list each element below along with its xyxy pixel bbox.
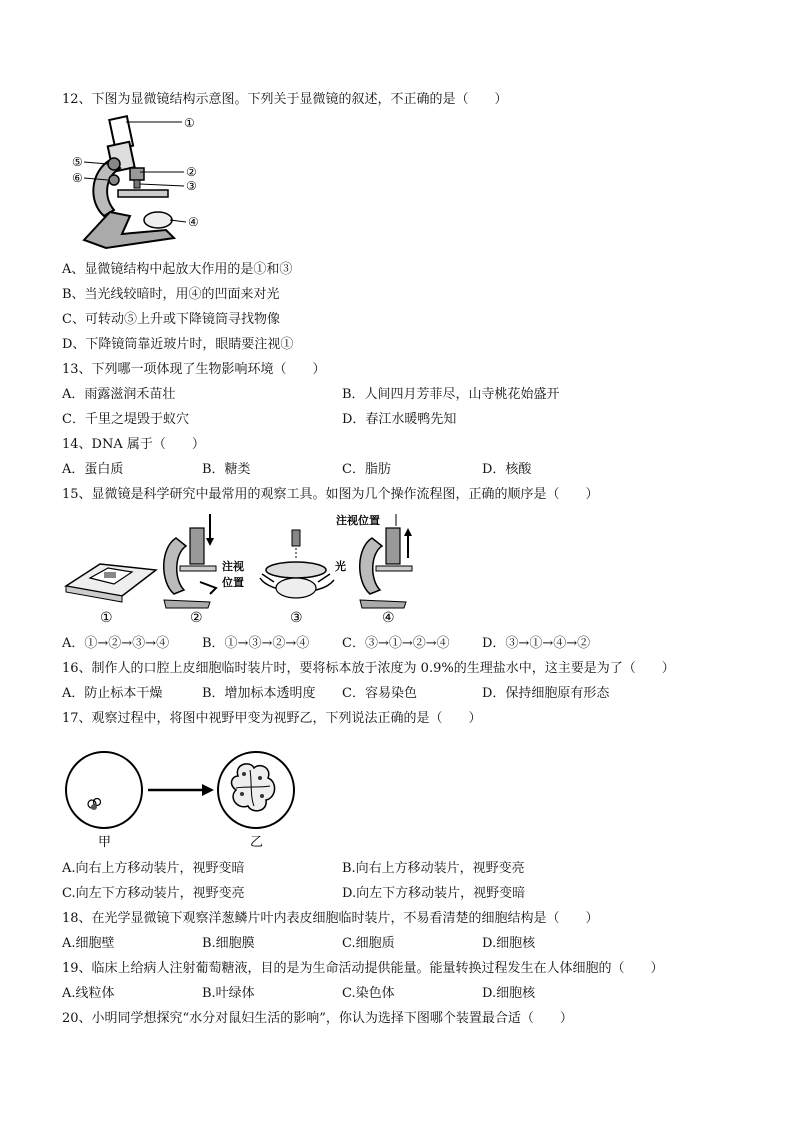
arrow-head — [202, 784, 214, 796]
q15-fig-label-3: ③ — [290, 610, 303, 626]
q12-option-b: B、当光线较暗时，用④的凹面来对光 — [62, 287, 280, 302]
q18-stem: 18、在光学显微镜下观察洋葱鳞片叶内表皮细胞临时装片，不易看清楚的细胞结构是（ ） — [62, 911, 599, 926]
q15-annot-watch-pos: 注视位置 — [336, 514, 380, 527]
q19-option-c: C.染色体 — [342, 986, 395, 1001]
q14-option-c: C．脂肪 — [342, 462, 391, 477]
view-a-circle — [66, 752, 142, 828]
q14-stem: 14、DNA 属于（ ） — [62, 437, 205, 452]
q16-option-b: B．增加标本透明度 — [202, 686, 316, 701]
q12-label-1: ① — [184, 116, 195, 130]
q13-option-c: C．千里之堤毁于蚁穴 — [62, 412, 189, 427]
q15-annot-watch: 注视 — [222, 560, 244, 573]
q15-stem: 15、显微镜是科学研究中最常用的观察工具。如图为几个操作流程图，正确的顺序是（ ） — [62, 487, 599, 502]
q13-option-d: D．春江水暖鸭先知 — [342, 412, 457, 427]
microscope-figure — [70, 112, 210, 252]
q17-option-c: C.向左下方移动装片，视野变亮 — [62, 886, 245, 901]
q12-label-5: ⑤ — [72, 155, 83, 169]
q17-option-d: D.向左下方移动装片，视野变暗 — [342, 886, 526, 901]
q17-fig-label-a: 甲 — [98, 835, 112, 850]
q18-option-d: D.细胞核 — [482, 936, 536, 951]
q12-label-2: ② — [186, 165, 197, 179]
q19-option-d: D.细胞核 — [482, 986, 536, 1001]
q12-label-4: ④ — [188, 215, 199, 229]
q14-option-b: B．糖类 — [202, 462, 251, 477]
q20-stem: 20、小明同学想探究“水分对鼠妇生活的影响”，你认为选择下图哪个装置最合适（ ） — [62, 1011, 573, 1026]
q13-option-b: B．人间四月芳菲尽，山寺桃花始盛开 — [342, 387, 560, 402]
q19-option-a: A.线粒体 — [62, 986, 115, 1001]
q14-option-a: A．蛋白质 — [62, 462, 124, 477]
q12-option-a: A、显微镜结构中起放大作用的是①和③ — [62, 262, 293, 277]
q17-stem: 17、观察过程中，将图中视野甲变为视野乙，下列说法正确的是（ ） — [62, 711, 482, 726]
q15-fig-label-1: ① — [100, 610, 113, 626]
q16-stem: 16、制作人的口腔上皮细胞临时装片时，要将标本放于浓度为 0.9%的生理盐水中，这主要是为了（ ） — [62, 661, 675, 676]
q16-option-c: C．容易染色 — [342, 686, 417, 701]
q14-option-d: D．核酸 — [482, 462, 532, 477]
q15-option-d: D．③→①→④→② — [482, 636, 591, 651]
step4-microscope-icon — [360, 514, 412, 608]
step1-slide-icon — [66, 564, 156, 602]
q17-fig-label-b: 乙 — [250, 835, 264, 850]
q13-option-a: A．雨露滋润禾苗壮 — [62, 387, 176, 402]
q18-option-b: B.细胞膜 — [202, 936, 255, 951]
q13-stem: 13、下列哪一项体现了生物影响环境（ ） — [62, 362, 326, 377]
q12-label-3: ③ — [186, 179, 197, 193]
q12-option-c: C、可转动⑤上升或下降镜筒寻找物像 — [62, 312, 280, 327]
q16-option-d: D．保持细胞原有形态 — [482, 686, 610, 701]
q15-fig-label-2: ② — [190, 610, 203, 626]
q17-option-a: A.向右上方移动装片，视野变暗 — [62, 861, 245, 876]
q19-option-b: B.叶绿体 — [202, 986, 255, 1001]
step2-microscope-icon — [164, 514, 216, 608]
field-of-view-figure — [64, 742, 304, 850]
q17-option-b: B.向右上方移动装片，视野变亮 — [342, 861, 525, 876]
q15-option-a: A．①→②→③→④ — [62, 636, 170, 651]
q15-option-c: C．③→①→②→④ — [342, 636, 450, 651]
q12-label-6: ⑥ — [72, 171, 83, 185]
q15-option-b: B．①→③→②→④ — [202, 636, 310, 651]
q18-option-c: C.细胞质 — [342, 936, 395, 951]
q19-stem: 19、临床上给病人注射葡萄糖液，目的是为生命活动提供能量。能量转换过程发生在人体细胞的（ ） — [62, 961, 664, 976]
q12-stem: 12、下图为显微镜结构示意图。下列关于显微镜的叙述，不正确的是（ ） — [62, 92, 508, 107]
q12-option-d: D、下降镜筒靠近玻片时，眼睛要注视① — [62, 337, 294, 352]
q15-annot-pos: 位置 — [222, 576, 244, 589]
q15-annot-light: 光 — [335, 560, 346, 573]
step3-hands-icon — [260, 530, 334, 598]
q18-option-a: A.细胞壁 — [62, 936, 115, 951]
q16-option-a: A．防止标本干燥 — [62, 686, 163, 701]
microscope-steps-figure — [60, 508, 430, 626]
q15-fig-label-4: ④ — [382, 610, 395, 626]
